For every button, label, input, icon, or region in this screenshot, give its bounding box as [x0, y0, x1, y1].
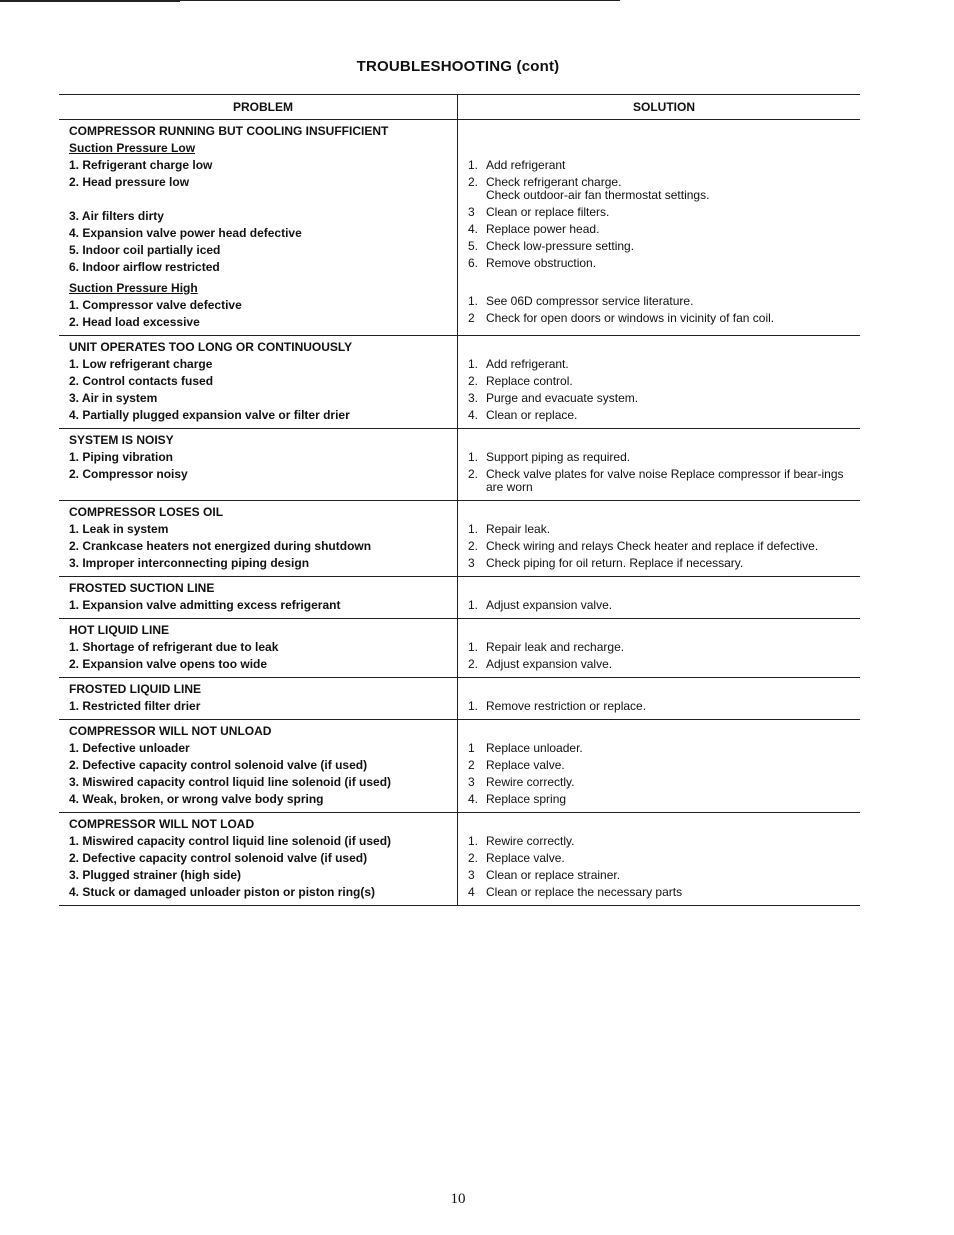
subsection-heading: Suction Pressure Low [69, 141, 196, 155]
solution-spacer [468, 681, 860, 698]
solution-item [468, 390, 860, 407]
solution-text [486, 466, 860, 496]
solution-item [468, 157, 860, 174]
solution-item [468, 521, 860, 538]
solution-number: 4. [468, 408, 479, 422]
solution-number: 2 [468, 758, 475, 772]
solution-item [468, 466, 860, 496]
problem-item: 2. Head load excessive [69, 315, 200, 329]
section-heading: FROSTED SUCTION LINE [69, 581, 215, 595]
problem-cell [59, 813, 457, 905]
problem-item: 1. Low refrigerant charge [69, 357, 213, 371]
problem-item: 4. Stuck or damaged unloader piston or piston ring(s) [69, 885, 376, 899]
solution-number: 2. [468, 467, 479, 481]
solution-spacer [468, 580, 860, 597]
solution-text-line: Rewire correctly. [486, 834, 575, 848]
problem-spacer [69, 191, 457, 208]
problem-item: 3. Air filters dirty [69, 209, 164, 223]
solution-item [468, 833, 860, 850]
solution-number: 3. [468, 391, 479, 405]
solution-spacer [468, 272, 860, 293]
solution-text-line: Remove restriction or replace. [486, 699, 647, 713]
page-number: 10 [450, 1191, 466, 1207]
solution-item [468, 221, 860, 238]
solution-text-line: Rewire correctly. [486, 775, 575, 789]
solution-cell [457, 501, 860, 576]
problem-cell [59, 501, 457, 576]
solution-text [486, 833, 574, 850]
solution-item [468, 656, 860, 673]
troubleshooting-table [59, 94, 860, 906]
solution-text [486, 238, 634, 255]
problem-column-header: PROBLEM [233, 100, 293, 114]
solution-item [468, 310, 860, 327]
section-heading: COMPRESSOR WILL NOT LOAD [69, 817, 255, 831]
solution-item [468, 791, 860, 808]
solution-text [486, 597, 612, 614]
solution-number: 6. [468, 256, 479, 270]
solution-number: 3 [468, 868, 475, 882]
solution-cell [457, 120, 860, 335]
solution-text-line: Check low-pressure setting. [486, 239, 635, 253]
section-heading: SYSTEM IS NOISY [69, 433, 174, 447]
solution-spacer [468, 123, 860, 140]
solution-number: 2. [468, 374, 479, 388]
section-heading: COMPRESSOR RUNNING BUT COOLING INSUFFICIENT [69, 124, 389, 138]
solution-item [468, 639, 860, 656]
solution-spacer [468, 339, 860, 356]
solution-text [486, 373, 573, 390]
solution-number: 1. [468, 640, 479, 654]
solution-number: 1 [468, 741, 475, 755]
solution-text [486, 698, 646, 715]
solution-text-line: Purge and evacuate system. [486, 391, 639, 405]
solution-number: 4 [468, 885, 475, 899]
problem-item: 1. Shortage of refrigerant due to leak [69, 640, 279, 654]
solution-text-line: Clean or replace the necessary parts [486, 885, 683, 899]
solution-item [468, 174, 860, 204]
solution-item [468, 757, 860, 774]
table-row [59, 501, 860, 577]
solution-text-line: Check refrigerant charge. [486, 175, 622, 189]
table-row [59, 678, 860, 720]
solution-item [468, 238, 860, 255]
solution-text-line: Clean or replace. [486, 408, 578, 422]
solution-number: 1. [468, 158, 479, 172]
solution-text-line: Clean or replace strainer. [486, 868, 621, 882]
solution-number: 5. [468, 239, 479, 253]
problem-item: 3. Miswired capacity control liquid line solenoid (if used) [69, 775, 392, 789]
solution-item [468, 407, 860, 424]
solution-item [468, 597, 860, 614]
table-row [59, 120, 860, 336]
table-row [59, 429, 860, 501]
solution-item [468, 293, 860, 310]
solution-cell [457, 577, 860, 618]
problem-item: 1. Miswired capacity control liquid line solenoid (if used) [69, 834, 392, 848]
solution-text-line: Adjust expansion valve. [486, 598, 613, 612]
problem-item: 6. Indoor airflow restricted [69, 260, 220, 274]
solution-number: 3 [468, 556, 475, 570]
solution-cell [457, 678, 860, 719]
table-body [59, 120, 860, 905]
solution-text [486, 555, 743, 572]
solution-text-line: Replace valve. [486, 851, 565, 865]
problem-item: 1. Defective unloader [69, 741, 190, 755]
solution-number: 1. [468, 357, 479, 371]
solution-cell [457, 619, 860, 677]
problem-item: 2. Compressor noisy [69, 467, 188, 481]
solution-text-line: Replace power head. [486, 222, 600, 236]
problem-cell [59, 678, 457, 719]
table-row [59, 336, 860, 429]
solution-number: 1. [468, 598, 479, 612]
solution-text [486, 521, 550, 538]
problem-item: 1. Refrigerant charge low [69, 158, 213, 172]
solution-text [486, 884, 682, 901]
solution-number: 3 [468, 205, 475, 219]
solution-number: 1. [468, 294, 479, 308]
problem-item: 3. Plugged strainer (high side) [69, 868, 242, 882]
solution-number: 2 [468, 311, 475, 325]
solution-item [468, 373, 860, 390]
problem-cell [59, 720, 457, 812]
solution-text-line: See 06D compressor service literature. [486, 294, 694, 308]
problem-item: 2. Expansion valve opens too wide [69, 657, 268, 671]
solution-text [486, 157, 565, 174]
subsection-heading: Suction Pressure High [69, 281, 198, 295]
solution-number: 2. [468, 175, 479, 189]
top-rule-thick [0, 0, 180, 2]
solution-text [486, 255, 596, 272]
solution-item [468, 356, 860, 373]
solution-text [486, 757, 565, 774]
problem-item: 2. Head pressure low [69, 175, 190, 189]
section-heading: UNIT OPERATES TOO LONG OR CONTINUOUSLY [69, 340, 353, 354]
solution-text [486, 774, 574, 791]
solution-item [468, 740, 860, 757]
solution-number: 4. [468, 792, 479, 806]
solution-text [486, 449, 630, 466]
solution-text [486, 293, 693, 310]
problem-cell [59, 336, 457, 428]
solution-text-line: Adjust expansion valve. [486, 657, 613, 671]
solution-item [468, 538, 860, 555]
solution-number: 3 [468, 775, 475, 789]
section-heading: FROSTED LIQUID LINE [69, 682, 201, 696]
solution-text [486, 221, 599, 238]
problem-item: 2. Crankcase heaters not energized during shutdown [69, 539, 372, 553]
solution-text [486, 310, 774, 327]
table-header [59, 95, 860, 120]
solution-number: 1. [468, 699, 479, 713]
solution-text-line: Add refrigerant [486, 158, 566, 172]
solution-text-line: Add refrigerant. [486, 357, 569, 371]
problem-item: 1. Piping vibration [69, 450, 174, 464]
solution-text [486, 538, 818, 555]
solution-text-line: Replace unloader. [486, 741, 583, 755]
solution-number: 1. [468, 522, 479, 536]
problem-item: 1. Compressor valve defective [69, 298, 242, 312]
solution-text-line: Replace control. [486, 374, 573, 388]
solution-spacer [468, 622, 860, 639]
solution-text-line: Check for open doors or windows in vicinity of fan coil. [486, 311, 775, 325]
solution-item [468, 255, 860, 272]
solution-text [486, 356, 569, 373]
solution-number: 1. [468, 834, 479, 848]
solution-text-line: Check valve plates for valve noise Replace compressor if bear-ings are worn [486, 467, 844, 494]
problem-item: 5. Indoor coil partially iced [69, 243, 221, 257]
solution-item [468, 555, 860, 572]
section-heading: HOT LIQUID LINE [69, 623, 169, 637]
problem-item: 1. Leak in system [69, 522, 169, 536]
solution-spacer [468, 816, 860, 833]
solution-cell [457, 429, 860, 500]
problem-item: 1. Expansion valve admitting excess refrigerant [69, 598, 341, 612]
problem-item: 4. Weak, broken, or wrong valve body spring [69, 792, 324, 806]
solution-text [486, 850, 565, 867]
problem-item: 4. Partially plugged expansion valve or filter drier [69, 408, 350, 422]
solution-number: 2. [468, 851, 479, 865]
solution-number: 4. [468, 222, 479, 236]
solution-item [468, 850, 860, 867]
solution-text-line: Repair leak. [486, 522, 551, 536]
solution-text [486, 740, 583, 757]
solution-cell [457, 336, 860, 428]
solution-item [468, 204, 860, 221]
section-heading: COMPRESSOR LOSES OIL [69, 505, 224, 519]
section-heading: COMPRESSOR WILL NOT UNLOAD [69, 724, 272, 738]
solution-text [486, 204, 609, 221]
problem-item: 4. Expansion valve power head defective [69, 226, 302, 240]
solution-number: 2. [468, 657, 479, 671]
table-row [59, 577, 860, 619]
solution-text-line: Replace valve. [486, 758, 565, 772]
problem-item: 2. Defective capacity control solenoid valve (if used) [69, 758, 368, 772]
solution-item [468, 698, 860, 715]
solution-item [468, 884, 860, 901]
solution-spacer [468, 432, 860, 449]
problem-item: 1. Restricted filter drier [69, 699, 201, 713]
solution-item [468, 774, 860, 791]
solution-text-line: Repair leak and recharge. [486, 640, 625, 654]
page-title: TROUBLESHOOTING (cont) [356, 58, 560, 75]
table-row [59, 720, 860, 813]
table-row [59, 813, 860, 905]
solution-cell [457, 813, 860, 905]
solution-text [486, 174, 709, 204]
solution-text [486, 407, 577, 424]
problem-cell [59, 577, 457, 618]
solution-text-line: Support piping as required. [486, 450, 631, 464]
solution-text-line: Remove obstruction. [486, 256, 597, 270]
solution-column-header: SOLUTION [457, 95, 860, 119]
solution-text [486, 791, 566, 808]
solution-text [486, 639, 624, 656]
problem-item: 2. Defective capacity control solenoid valve (if used) [69, 851, 368, 865]
solution-text-line: Check outdoor-air fan thermostat settings. [486, 188, 710, 202]
solution-number: 2. [468, 539, 479, 553]
solution-item [468, 867, 860, 884]
problem-cell [59, 619, 457, 677]
solution-item [468, 449, 860, 466]
solution-spacer [468, 504, 860, 521]
solution-number: 1. [468, 450, 479, 464]
solution-text-line: Clean or replace filters. [486, 205, 610, 219]
solution-text [486, 867, 620, 884]
solution-spacer [468, 723, 860, 740]
solution-spacer [468, 140, 860, 157]
solution-text-line: Check piping for oil return. Replace if necessary. [486, 556, 744, 570]
solution-text-line: Check wiring and relays Check heater and replace if defective. [486, 539, 819, 553]
problem-cell [59, 120, 457, 335]
problem-item: 3. Air in system [69, 391, 158, 405]
solution-text [486, 390, 638, 407]
problem-item: 2. Control contacts fused [69, 374, 214, 388]
problem-item: 3. Improper interconnecting piping design [69, 556, 310, 570]
solution-text-line: Replace spring [486, 792, 567, 806]
table-row [59, 619, 860, 678]
problem-cell [59, 429, 457, 500]
solution-cell [457, 720, 860, 812]
solution-text [486, 656, 612, 673]
